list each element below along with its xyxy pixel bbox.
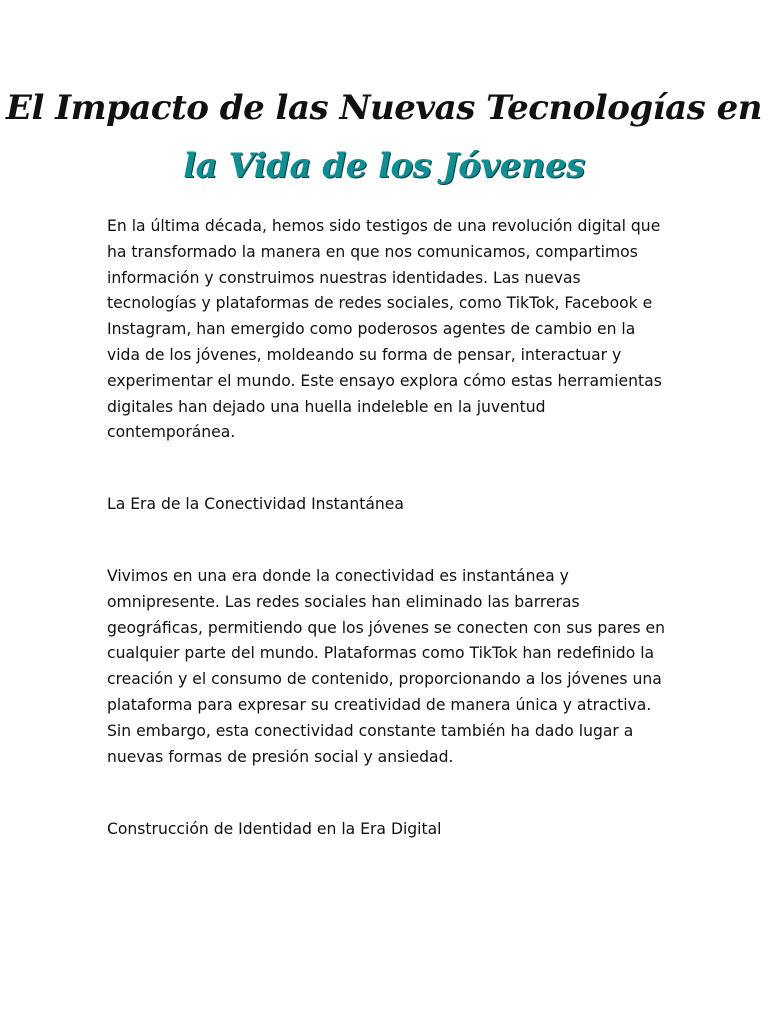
document-title-line-2: la Vida de los Jóvenes <box>183 146 585 186</box>
intro-paragraph: En la última década, hemos sido testigos de una revolución digital que ha transformado la manera en que nos comunicamos, compartimos información y construimos nuestras identidades. Las nuevas tecnologías y plataformas de redes sociales, como TikTok, Facebook e Instagram, han emergido como poderosos agentes de cambio en la vida de los jóvenes, moldeando su forma de pensar, interactuar y experimentar el mundo. Este ensayo explora cómo estas herramientas digitales han dejado una huella indeleble en la juventud contemporánea. <box>107 217 662 442</box>
document-title-line-1: El Impacto de las Nuevas Tecnologías en <box>6 88 762 128</box>
section-heading-identity: Construcción de Identidad en la Era Digital <box>107 820 442 838</box>
section-heading-connectivity: La Era de la Conectividad Instantánea <box>107 495 404 513</box>
connectivity-paragraph: Vivimos en una era donde la conectividad es instantánea y omnipresente. Las redes sociales han eliminado las barreras geográficas, permitiendo que los jóvenes se conecten con sus pares en cualquier parte del mundo. Plataformas como TikTok han redefinido la creación y el consumo de contenido, proporcionando a los jóvenes una plataforma para expresar su creatividad de manera única y atractiva. Sin embargo, esta conectividad constante también ha dado lugar a nuevas formas de presión social y ansiedad. <box>107 567 666 766</box>
